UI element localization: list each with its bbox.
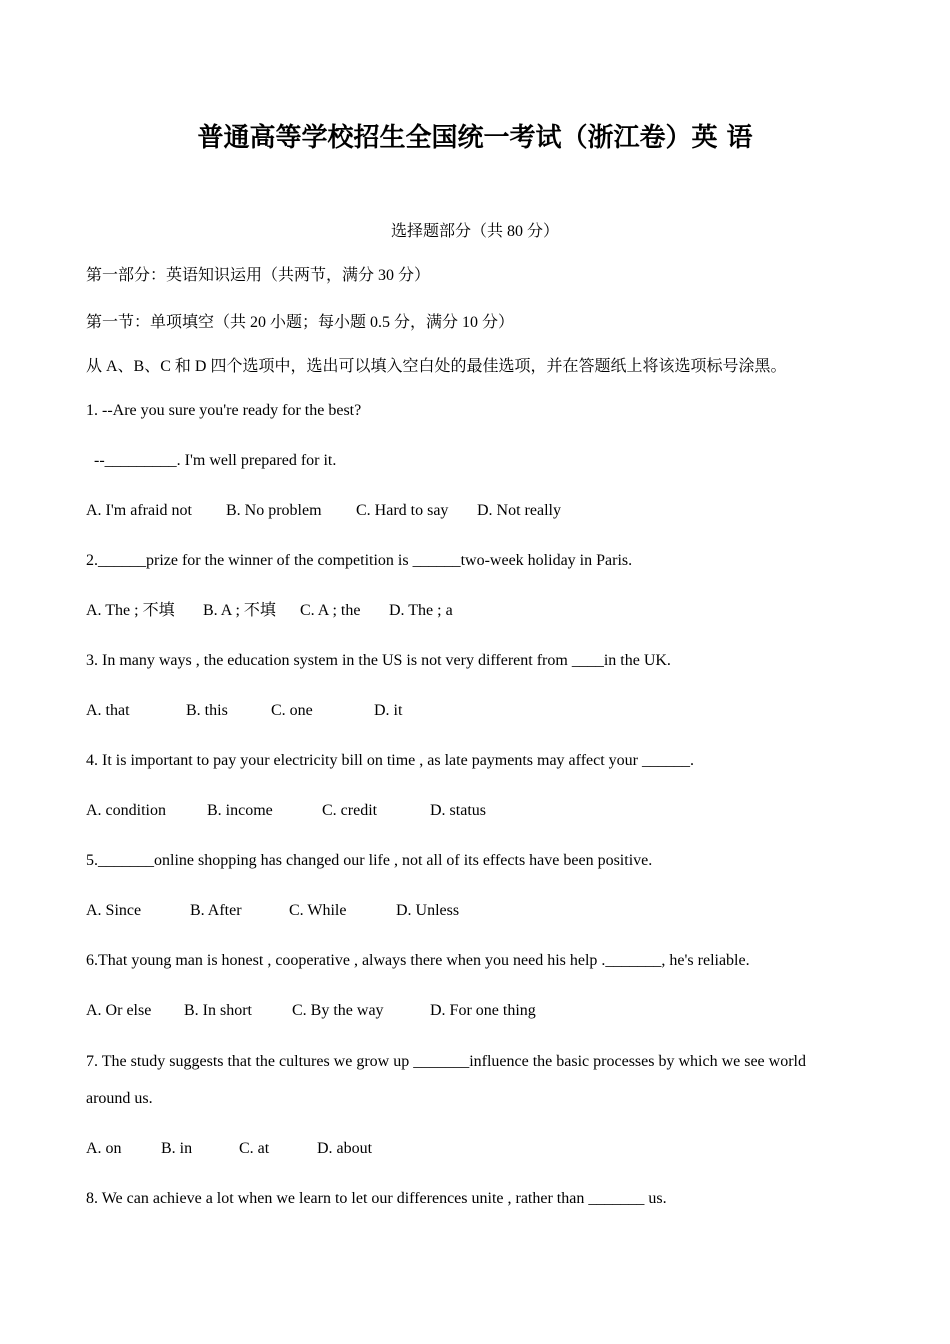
question-7-options [86,1138,886,1160]
question-1-options [86,500,886,522]
option-d: D. Not really [477,502,561,519]
option-d: D. For one thing [430,1002,536,1019]
question-8-stem: 8. We can achieve a lot when we learn to let our differences unite , rather than _______ us. [86,1190,667,1207]
question-4-options [86,800,886,822]
sub-heading: 第一节：单项填空（共 20 小题；每小题 0.5 分，满分 10 分） [86,314,515,331]
option-b: B. income [207,802,273,819]
question-4-stem: 4. It is important to pay your electricity bill on time , as late payments may affect your ______. [86,752,694,769]
instructions: 从 A、B、C 和 D 四个选项中，选出可以填入空白处的最佳选项，并在答题纸上将该选项标号涂黑。 [86,358,787,375]
option-b: B. After [190,902,242,919]
question-5-stem: 5._______online shopping has changed our life , not all of its effects have been positive. [86,852,653,869]
option-c: C. one [271,702,313,719]
option-d: D. The ; a [389,602,453,619]
page-title: 普通高等学校招生全国统一考试（浙江卷）英 语 [197,123,753,153]
option-a: A. Or else [86,1002,152,1019]
section-heading: 选择题部分（共 80 分） [390,223,559,240]
option-a: A. I'm afraid not [86,502,192,519]
part-heading: 第一部分：英语知识运用（共两节，满分 30 分） [86,267,431,284]
option-a: A. that [86,702,130,719]
question-5-options [86,900,886,922]
question-3-options [86,700,886,722]
question-7-stem: 7. The study suggests that the cultures we grow up _______influence the basic processes by which we see world [86,1053,806,1070]
option-a: A. Since [86,902,142,919]
option-b: B. this [186,702,228,719]
option-b: B. A ; 不填 [203,602,276,619]
question-3-stem: 3. In many ways , the education system in the US is not very different from ____in the UK. [86,652,671,669]
option-b: B. in [161,1140,193,1157]
option-c: C. at [239,1140,270,1157]
question-7-stem-line2: around us. [86,1090,153,1107]
question-1-stem-line2: --_________. I'm well prepared for it. [86,452,337,469]
question-6-options [86,1000,886,1022]
question-6-stem: 6.That young man is honest , cooperative , always there when you need his help ._______, he's reliable. [86,952,750,969]
option-c: C. A ; the [300,602,361,619]
option-a: A. The ; 不填 [86,602,175,619]
question-1-stem: 1. --Are you sure you're ready for the best? [86,402,362,419]
option-d: D. about [317,1140,373,1157]
option-c: C. Hard to say [356,502,449,519]
option-d: D. status [430,802,486,819]
question-2-stem: 2.______prize for the winner of the competition is ______two-week holiday in Paris. [86,552,633,569]
option-d: D. it [374,702,403,719]
option-a: A. condition [86,802,166,819]
option-a: A. on [86,1140,122,1157]
option-d: D. Unless [396,902,460,919]
option-c: C. By the way [292,1002,384,1019]
option-c: C. credit [322,802,378,819]
option-b: B. In short [184,1002,252,1019]
option-b: B. No problem [226,502,322,519]
option-c: C. While [289,902,347,919]
question-2-options [86,600,886,622]
